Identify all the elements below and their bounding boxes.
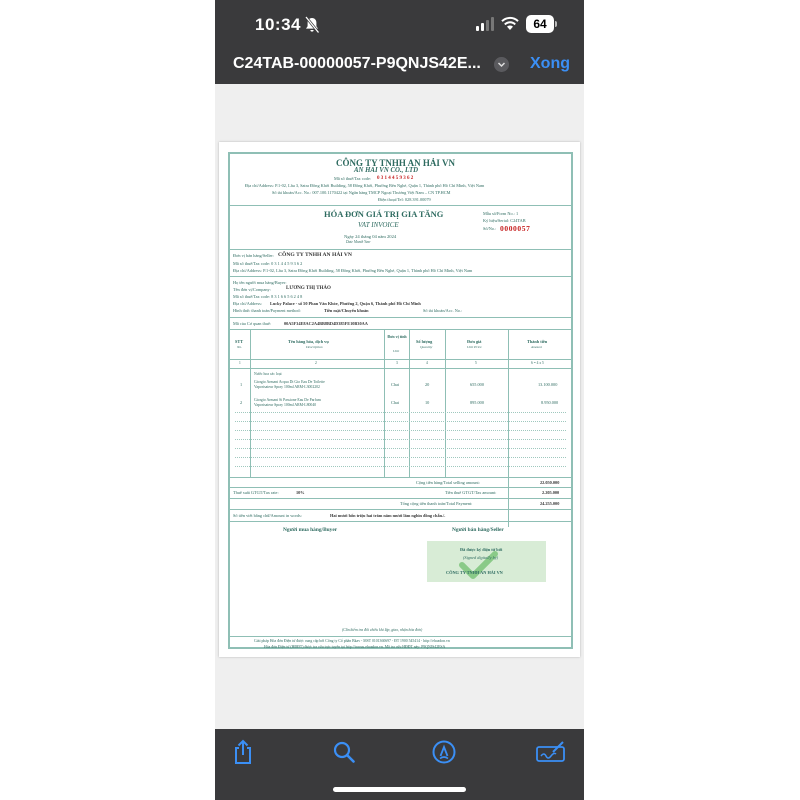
company-name-en: AN HAI VN CO., LTD <box>354 167 419 174</box>
done-button[interactable]: Xong <box>530 55 570 72</box>
invoice-title-vi: HÓA ĐƠN GIÁ TRỊ GIA TĂNG <box>324 209 444 219</box>
payment-method: Tiền mặt/Chuyển khoản <box>324 308 369 313</box>
total-payment-value: 24.255.000 <box>540 501 560 506</box>
empty-row-line <box>235 457 566 458</box>
divider <box>230 498 571 499</box>
markup-icon[interactable] <box>432 740 456 764</box>
col-number: 1 <box>239 361 241 365</box>
column-divider <box>445 329 446 477</box>
subtotal-value: 22.050.000 <box>540 480 560 485</box>
column-divider <box>508 329 509 477</box>
item-2-qty: 10 <box>425 400 430 405</box>
invoice-date: Ngày 24 tháng 04 năm 2024 <box>344 234 397 239</box>
battery-indicator: 64 <box>526 15 554 33</box>
table-row-border <box>230 368 571 369</box>
col-number: 3 <box>396 361 398 365</box>
buyer-address: Lucky Palace - số 50 Phan Văn Khỏe, Phường 2, Quận 6, Thành phố Hồ Chí Minh <box>270 301 421 306</box>
item-2-no: 2 <box>240 400 243 405</box>
buyer-company-label: Tên đơn vị/Company: <box>233 287 271 292</box>
header-amount: Thành tiền <box>527 339 548 344</box>
document-viewer[interactable] <box>215 84 584 729</box>
company-address: Địa chỉ/Address: P.1-02, Lầu 3, Satra Đồng Khởi Building, 58 Đồng Khởi, Phường Bến Nghé, Quận 1, Thành phố Hồ Chí Minh, Việt Nam <box>245 183 485 188</box>
col-number: 5 <box>475 361 477 365</box>
header-unit: Đơn vị tính <box>387 334 407 339</box>
battery-tip <box>555 21 557 27</box>
company-name-vi: CÔNG TY TNHH AN HẢI VN <box>336 158 455 168</box>
signed-by-en: (Signed digitally by) <box>463 555 499 560</box>
divider <box>230 317 571 318</box>
signed-by-label: Đã được ký điện tử bởi <box>460 547 503 552</box>
check-note: (Cần kiểm tra đối chiếu khi lập, giao, nhận hóa đơn) <box>342 628 423 632</box>
total-payment-label: Tổng cộng tiền thanh toán/Total Payment: <box>400 501 473 506</box>
buyer-account-label: Số tài khoản/Acc. No.: <box>423 308 463 313</box>
header-amount-en: Amount <box>531 345 542 349</box>
item-2-amount: 8.950.000 <box>541 400 559 405</box>
item-category: Nước hoa các loại <box>254 372 282 376</box>
invoice-frame <box>228 152 573 649</box>
table-header-border <box>230 359 571 360</box>
company-tax-label: Mã số thuế/Tax code: <box>334 176 372 181</box>
cellular-signal-icon <box>476 17 494 31</box>
empty-row-line <box>235 448 566 449</box>
column-divider <box>250 329 251 477</box>
tax-authority-label: Mã của Cơ quan thuế: <box>233 321 272 326</box>
item-1-qty: 20 <box>425 382 430 387</box>
col-number: 2 <box>315 361 317 365</box>
buyer-company: LƯƠNG THỊ THẢO <box>286 286 331 291</box>
vat-rate-value: 10% <box>296 490 305 495</box>
buyer-address-label: Địa chỉ/Address: <box>233 301 262 306</box>
header-unit-price-en: Unit Price <box>467 345 482 349</box>
vat-rate-label: Thuế suất GTGT/Tax rate: <box>233 490 279 495</box>
amount-in-words-label: Số tiền viết bằng chữ/Amount in words: <box>233 513 302 518</box>
subtotal-label: Cộng tiền hàng/Total selling amount: <box>416 480 480 485</box>
footer-provider: Giải pháp Hóa đơn Điện tử được cung cấp bởi Công ty Cổ phần Bkav - MST 0101360697 - ĐT 1900 545414 - http://ehoadon.vn <box>254 639 450 643</box>
item-1-no: 1 <box>240 382 243 387</box>
invoice-number-label: Số/No.: <box>483 226 497 231</box>
serial-number: Ký hiệu/Serial: C24TAB <box>483 218 526 223</box>
header-no: STT <box>235 339 244 344</box>
empty-row-line <box>235 430 566 431</box>
header-unit-en: Unit <box>393 349 400 353</box>
invoice-date-en: Date Month Year <box>346 240 371 244</box>
header-quantity: Số lượng <box>416 339 433 344</box>
company-phone: Điện thoại/Tel: 028.391.00079 <box>378 197 431 202</box>
seller-tax: Mã số thuế/Tax code: 0 3 1 4 4 5 9 3 6 2 <box>233 261 303 266</box>
status-time: 10:34 <box>255 15 301 34</box>
divider <box>230 487 571 488</box>
header-quantity-en: Quantity <box>420 345 433 349</box>
item-2-price: 895.000 <box>470 400 484 405</box>
divider <box>230 509 571 510</box>
home-indicator <box>333 787 466 792</box>
top-bar <box>215 0 584 84</box>
divider <box>230 249 571 250</box>
signature-icon[interactable] <box>536 741 566 763</box>
col-number: 6 = 4 x 5 <box>531 361 544 365</box>
payment-method-label: Hình thức thanh toán/Payment method: <box>233 308 301 313</box>
totals-divider <box>508 477 509 527</box>
footer-lookup: Hóa đơn Điện tử (HĐĐT) được tra cứu trực tuyến tại http://tracuu.ehoadon.vn. Mã tra cứu HĐĐT này: P9QNJS42ESA <box>264 645 446 649</box>
divider <box>230 636 571 637</box>
invoice-number: 0000057 <box>500 224 531 233</box>
divider <box>230 521 571 522</box>
phone-screen <box>215 0 584 800</box>
company-account: Số tài khoản/Acc. No.: 007.100.1170422 tại Ngân hàng TMCP Ngoại Thương Việt Nam – CN TP.HCM <box>272 190 451 195</box>
amount-in-words: Hai mươi bốn triệu hai trăm năm mươi lăm nghìn đồng chẵn./. <box>330 513 446 518</box>
table-top-border <box>230 329 571 330</box>
seller-signature-label: Người bán hàng/Seller <box>452 527 504 533</box>
buyer-tax: Mã số thuế/Tax code: 8 3 1 6 6 5 6 2 4 8 <box>233 294 303 299</box>
item-2-unit: Chai <box>391 400 400 405</box>
seller-name: CÔNG TY TNHH AN HẢI VN <box>278 252 352 258</box>
table-bottom-border <box>230 477 571 478</box>
column-divider <box>409 329 410 477</box>
invoice-page <box>219 142 580 657</box>
tax-authority-code: 00A5F34E8AC2A4BB8BD4D385FE10B30AA <box>284 321 368 326</box>
item-2-desc: Giorgio Armani Si Passione Eau De Parfum <box>254 398 321 402</box>
seller-label: Đơn vị bán hàng/Seller: <box>233 253 275 258</box>
seller-address: Địa chỉ/Address: P.1-02, Lầu 3, Satra Đồng Khởi Building, 58 Đồng Khởi, Phường Bến Nghé, Quận 1, Thành phố Hồ Chí Minh, Việt Nam <box>233 268 473 273</box>
vat-amount-label: Tiền thuế GTGT/Tax amount: <box>445 490 497 495</box>
divider <box>230 276 571 277</box>
item-1-unit: Chai <box>391 382 400 387</box>
signed-company: CÔNG TY TNHH AN HẢI VN <box>446 570 503 575</box>
item-2-desc2: Vaporisateur Spray 100ml ARM-L80040 <box>254 403 317 407</box>
vat-amount-value: 2.205.000 <box>542 490 560 495</box>
wifi-icon <box>501 16 519 31</box>
buyer-name-label: Họ tên người mua hàng/Buyer: <box>233 280 287 285</box>
company-tax-code: 0 3 1 4 4 5 9 3 6 2 <box>377 175 414 181</box>
empty-row-line <box>235 439 566 440</box>
item-1-amount: 13.100.000 <box>538 382 558 387</box>
column-divider <box>384 329 385 477</box>
search-icon[interactable] <box>333 741 355 763</box>
col-number: 4 <box>426 361 428 365</box>
bell-slash-icon <box>304 16 320 34</box>
item-1-desc: Giorgio Armani Acqua Di Gio Eau De Toilette <box>254 380 325 384</box>
empty-row-line <box>235 412 566 413</box>
header-no-en: No. <box>237 345 242 349</box>
header-description: Tên hàng hóa, dịch vụ <box>288 339 329 344</box>
invoice-title-en: VAT INVOICE <box>358 221 399 229</box>
form-number: Mẫu số/Form No.: 1 <box>483 211 519 216</box>
empty-row-line <box>235 421 566 422</box>
chevron-down-icon[interactable] <box>494 57 509 72</box>
divider <box>230 205 571 206</box>
empty-row-line <box>235 466 566 467</box>
item-1-desc2: Vaporisateur Spray 100ml ARM-L3002202 <box>254 385 320 389</box>
item-1-price: 655.000 <box>470 382 484 387</box>
document-title: C24TAB-00000057-P9QNJS42E... <box>233 55 481 72</box>
header-description-en: Description <box>306 345 323 349</box>
share-icon[interactable] <box>232 739 254 765</box>
buyer-signature-label: Người mua hàng/Buyer <box>283 527 338 533</box>
header-unit-price: Đơn giá <box>467 339 482 344</box>
